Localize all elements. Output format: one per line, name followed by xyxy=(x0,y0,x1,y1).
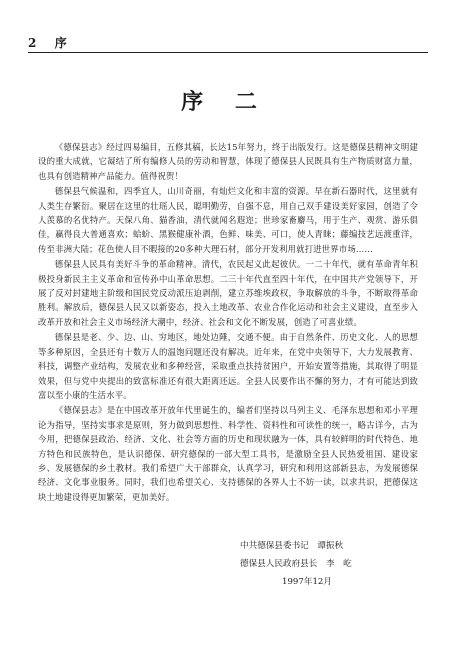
signature-block xyxy=(240,537,440,591)
header-rule xyxy=(28,52,428,53)
running-header xyxy=(28,34,428,51)
page-number: 2 xyxy=(28,36,37,50)
signature-line: 德保县人民政府县长 李 屹 xyxy=(240,559,352,569)
paragraph: 德保县人民具有美好斗争的革命精神。清代，农民起义此起彼伏。一二十年代，就有革命青年积极投身新民主主义革命和宣传孙中山革命思想。二三十年代直至四十年代，在中国共产党领导下，开展了反对封建地主阶级和国民党反动派压迫剥削，建立苏维埃政权，争取解放的斗争，不断取得革命胜利。解放后，德保县人民又以新姿态，投入土地改革、农业合作化运动和社会主义建设，直至步入改革开放和社会主义市场经济大潮中，经济、社会和文化不断发展，创造了可喜业绩。 xyxy=(38,259,418,327)
paragraph: 《德保县志》经过四易编目，五修其稿，长达15年努力，终于出版发行。这是德保县精神文明建设的重大成就，它凝结了所有编修人员的劳动和智慧，体现了德保县人民既具有生产物质财富力量，也具有创造精神产品能力。值得祝贺！ xyxy=(38,142,418,181)
paragraph: 德保县是老、少、边、山、穷地区，地处边陲，交通不便。由于自然条件、历史文化、人的思想等多种原因，全县还有十数万人的温饱问题还没有解决。近年来，在党中央领导下，大力发展教育、科技，调整产业结构，发展农业和多种经营，采取重点扶持贫困户，开始安置等措施，其取得了明显效果，但与党中央提出的致富标准还有很大距离还远。全县人民要作出不懈的努力，才有可能达到致富以至小康的生活水平。 xyxy=(38,332,418,400)
signature-line: 中共德保县委书记 谭振秋 xyxy=(240,541,344,551)
preface-body xyxy=(38,140,418,505)
paragraph: 德保县气候温和，四季宜人，山川奇丽，有灿烂文化和丰富的资源。早在新石器时代，这里就有人类生存繁衍。聚居在这里的壮瑶人民，聪明勤劳，自强不息，用自己双手建设美好家园，创造了令人羡慕的名优特产。天保八角、猫香油，清代就闻名遐迩；世珍家畜麝马，用于生产、观赏、游乐俱佳，赢得良大普通喜欢；蛤蚧、黑猴健康补酒，色鲜、味美、可口，使人青睐；藤编技艺远渡重洋，传至非洲大陆；花色使人目不暇接的20多种大理石材，部分开发利用就打进世界市场…… xyxy=(38,186,418,254)
page-title: 序 二 xyxy=(181,89,269,115)
signature-date: 1997年12月 xyxy=(282,577,332,587)
paragraph: 《德保县志》是在中国改革开放年代里诞生的，编者们坚持以马列主义、毛泽东思想和邓小平理论为指导，坚持实事求是原则，努力做到思想性、科学性、资料性和可读性的统一，略古详今，古为今用，把德保县政治、经济、文化、社会等方面的历史和现状融为一体，具有较鲜明的时代特色、地方特色和民族特色，是认识德保、研究德保的一部大型工具书，是激励全县人民热爱祖国、建设家乡、发展德保的乡土教材。我们希望广大干部群众，认真学习，研究和利用这部新县志，为发展德保经济、文化事业服务。同时，我们也希望关心、支持德保的各界人士不妨一读，以求共识，把德保这块土地建设得更加繁荣，更加美好。 xyxy=(38,405,418,502)
section-name: 序 xyxy=(54,36,67,50)
